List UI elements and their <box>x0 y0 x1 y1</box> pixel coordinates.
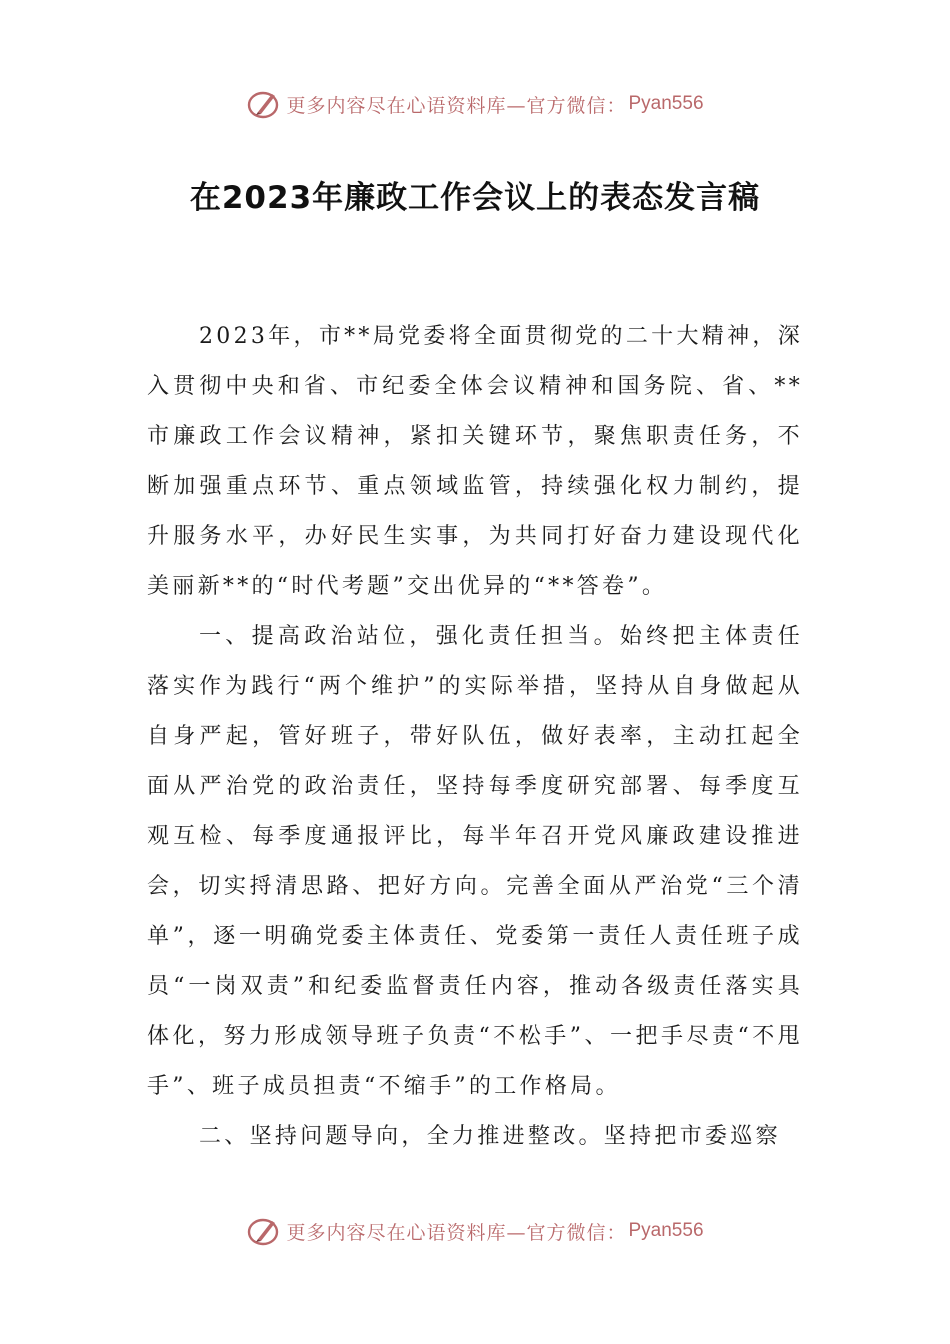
watermark-wechat-id: Pyan556 <box>628 1220 704 1241</box>
paragraph-intro: 2023年，市**局党委将全面贯彻党的二十大精神，深入贯彻中央和省、市纪委全体会议精神和国务院、省、**市廉政工作会议精神，紧扣关键环节，聚焦职责任务，不断加强重点环节、重点领域监管，持续强化权力制约，提升服务水平，办好民生实事，为共同打好奋力建设现代化美丽新**的“时代考题”交出优异的“**答卷”。 <box>147 324 803 599</box>
document-title: 在2023年廉政工作会议上的表态发言稿 <box>189 180 761 216</box>
paragraph-section-1: 一、提高政治站位，强化责任担当。始终把主体责任落实作为践行“两个维护”的实际举措，坚持从自身做起从自身严起，管好班子，带好队伍，做好表率，主动扛起全面从严治党的政治责任，坚持每季度研究部署、每季度互观互检、每季度通报评比，每半年召开党风廉政建设推进会，切实捋清思路、把好方向。完善全面从严治党“三个清单”，逐一明确党委主体责任、党委第一责任人责任班子成员“一岗双责”和纪委监督责任内容，推动各级责任落实具体化，努力形成领导班子负责“不松手”、一把手尽责“不甩手”、班子成员担责“不缩手”的工作格局。 <box>147 624 803 1099</box>
document-body <box>147 312 803 1162</box>
pen-logo-icon <box>246 1213 282 1249</box>
watermark-wechat-id: Pyan556 <box>628 93 704 114</box>
watermark-header <box>0 84 950 124</box>
pen-logo-icon <box>246 86 282 122</box>
watermark-footer <box>0 1211 950 1251</box>
watermark-text: 更多内容尽在心语资料库—官方微信： <box>286 1221 627 1244</box>
paragraph-section-2: 二、坚持问题导向，全力推进整改。坚持把市委巡察 <box>199 1124 781 1149</box>
watermark-text: 更多内容尽在心语资料库—官方微信： <box>286 94 627 117</box>
